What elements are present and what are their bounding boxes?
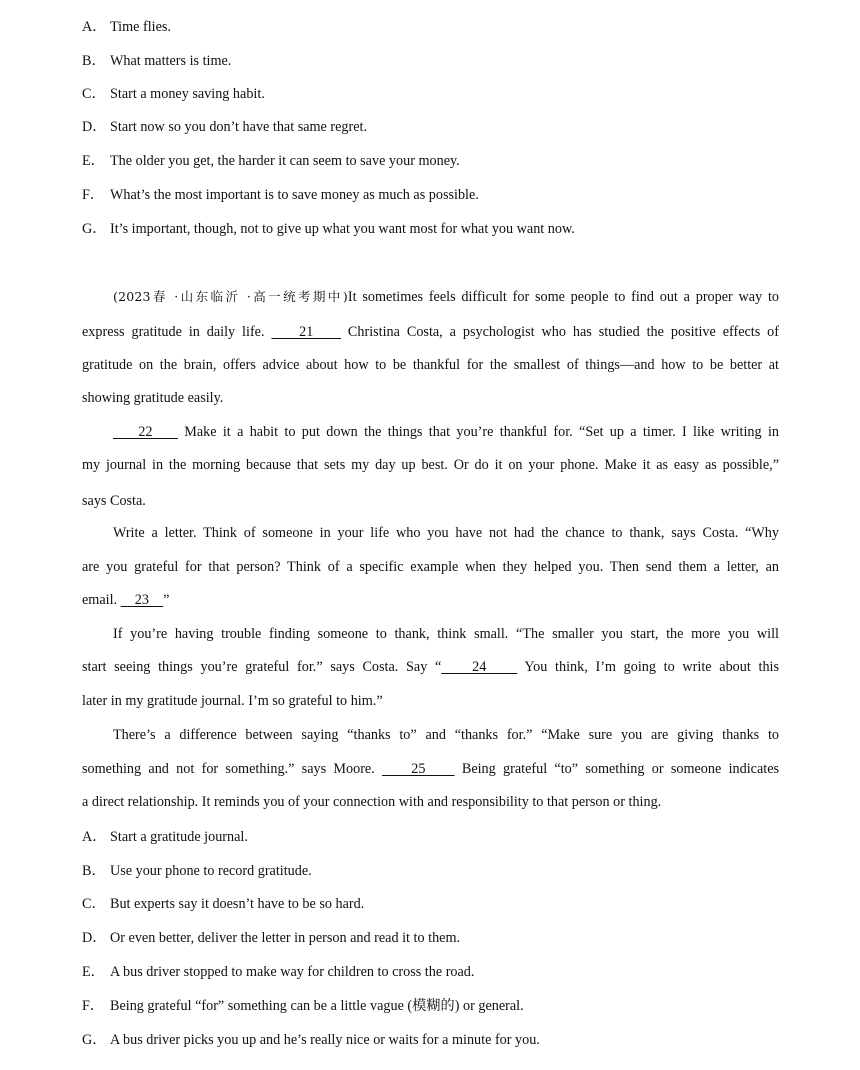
passage-text: showing gratitude easily. (82, 390, 224, 406)
option-text: What matters is time. (110, 53, 232, 69)
option-letter: D． (82, 119, 107, 135)
passage-text: later in my gratitude journal. I’m so grateful to him.” (82, 693, 383, 709)
passage-line (113, 287, 779, 307)
option-letter: G． (82, 1032, 107, 1048)
option-top-c (82, 84, 782, 104)
option-letter: B． (82, 863, 106, 879)
option-letter: G． (82, 221, 107, 237)
passage-line (82, 322, 779, 342)
option-bottom-c (82, 894, 782, 914)
passage-text: start seeing things you’re grateful for.” says Costa. Say “ (82, 659, 442, 675)
blank-25: 25 (382, 761, 455, 777)
option-bottom-g (82, 1030, 782, 1050)
passage-text: Make it a habit to put down the things that you’re thankful for. “Set up a timer. I like writing in (177, 424, 779, 440)
passage-text: something and not for something.” says Moore. (82, 761, 383, 777)
option-letter: E． (82, 964, 105, 980)
passage-line (82, 455, 779, 475)
option-letter: F． (82, 187, 105, 203)
passage-line (113, 624, 779, 644)
passage-text: says Costa. (82, 493, 146, 509)
passage-line (82, 657, 779, 677)
blank-23: 23 (120, 592, 164, 608)
passage-text: There’s a difference between saying “thanks to” and “thanks for.” “Make sure you are giving thanks to (113, 727, 779, 743)
passage-text: express gratitude in daily life. (82, 324, 272, 340)
option-top-f (82, 185, 782, 205)
passage-text: Christina Costa, a psychologist who has studied the positive effects of (341, 324, 779, 340)
option-text: What’s the most important is to save money as much as possible. (110, 187, 479, 203)
passage-line (82, 759, 779, 779)
passage-text: If you’re having trouble finding someone to thank, think small. “The smaller you start, the more you will (113, 626, 779, 642)
option-text: Being grateful “for” something can be a little vague (模糊的) or general. (110, 998, 524, 1014)
option-letter: C． (82, 86, 106, 102)
blank-24: 24 (441, 659, 518, 675)
option-bottom-f (82, 996, 782, 1016)
option-top-b (82, 51, 782, 71)
option-text: Use your phone to record gratitude. (110, 863, 312, 879)
option-text: It’s important, though, not to give up what you want most for what you want now. (110, 221, 575, 237)
passage-line (82, 590, 779, 610)
passage-text: You think, I’m going to write about this (517, 659, 779, 675)
passage-text: a direct relationship. It reminds you of your connection with and responsibility to that person or thing. (82, 794, 662, 810)
option-bottom-a (82, 827, 782, 847)
passage-line (82, 691, 779, 711)
option-text: Start now so you don’t have that same regret. (110, 119, 368, 135)
option-text: But experts say it doesn’t have to be so hard. (110, 896, 365, 912)
option-letter: A． (82, 19, 107, 35)
option-letter: C． (82, 896, 106, 912)
passage-line (113, 422, 779, 442)
passage-text: It sometimes feels difficult for some people to find out a proper way to (347, 289, 779, 305)
option-bottom-e (82, 962, 782, 982)
passage-text: ” (163, 592, 170, 608)
option-top-e (82, 151, 782, 171)
passage-text: my journal in the morning because that sets my day up best. Or do it on your phone. Make it as easy as possible,” (82, 457, 779, 473)
passage-line (82, 792, 779, 812)
passage-line (82, 388, 779, 408)
passage-text: email. (82, 592, 121, 608)
option-text: A bus driver stopped to make way for children to cross the road. (110, 964, 475, 980)
option-bottom-b (82, 861, 782, 881)
passage-text: gratitude on the brain, offers advice about how to be thankful for the smallest of things—and how to be better at (82, 357, 779, 373)
passage-line (82, 491, 779, 511)
option-letter: A． (82, 829, 107, 845)
option-text: A bus driver picks you up and he’s really nice or waits for a minute for you. (110, 1032, 540, 1048)
option-letter: D． (82, 930, 107, 946)
option-text: Or even better, deliver the letter in person and read it to them. (110, 930, 461, 946)
passage-line (113, 523, 779, 543)
option-text: Start a gratitude journal. (110, 829, 248, 845)
option-top-a (82, 17, 782, 37)
option-top-g (82, 219, 782, 239)
blank-22: 22 (113, 424, 178, 440)
passage-text: Being grateful “to” something or someone indicates (454, 761, 780, 777)
option-text: The older you get, the harder it can seem to save your money. (110, 153, 460, 169)
option-text: Time flies. (110, 19, 171, 35)
option-letter: E． (82, 153, 105, 169)
blank-21: 21 (271, 324, 341, 340)
question-source: (2023春 ·山东临沂 ·高一统考期中) (113, 289, 348, 304)
option-letter: F． (82, 998, 105, 1014)
option-letter: B． (82, 53, 106, 69)
option-bottom-d (82, 928, 782, 948)
passage-line (113, 725, 779, 745)
passage-text: Write a letter. Think of someone in your life who you have not had the chance to thank, says Costa. “Why (113, 525, 779, 541)
passage-text: are you grateful for that person? Think of a specific example when they helped you. Then send them a letter, an (82, 559, 779, 575)
option-top-d (82, 117, 782, 137)
passage-line (82, 355, 779, 375)
passage-line (82, 557, 779, 577)
option-text: Start a money saving habit. (110, 86, 265, 102)
